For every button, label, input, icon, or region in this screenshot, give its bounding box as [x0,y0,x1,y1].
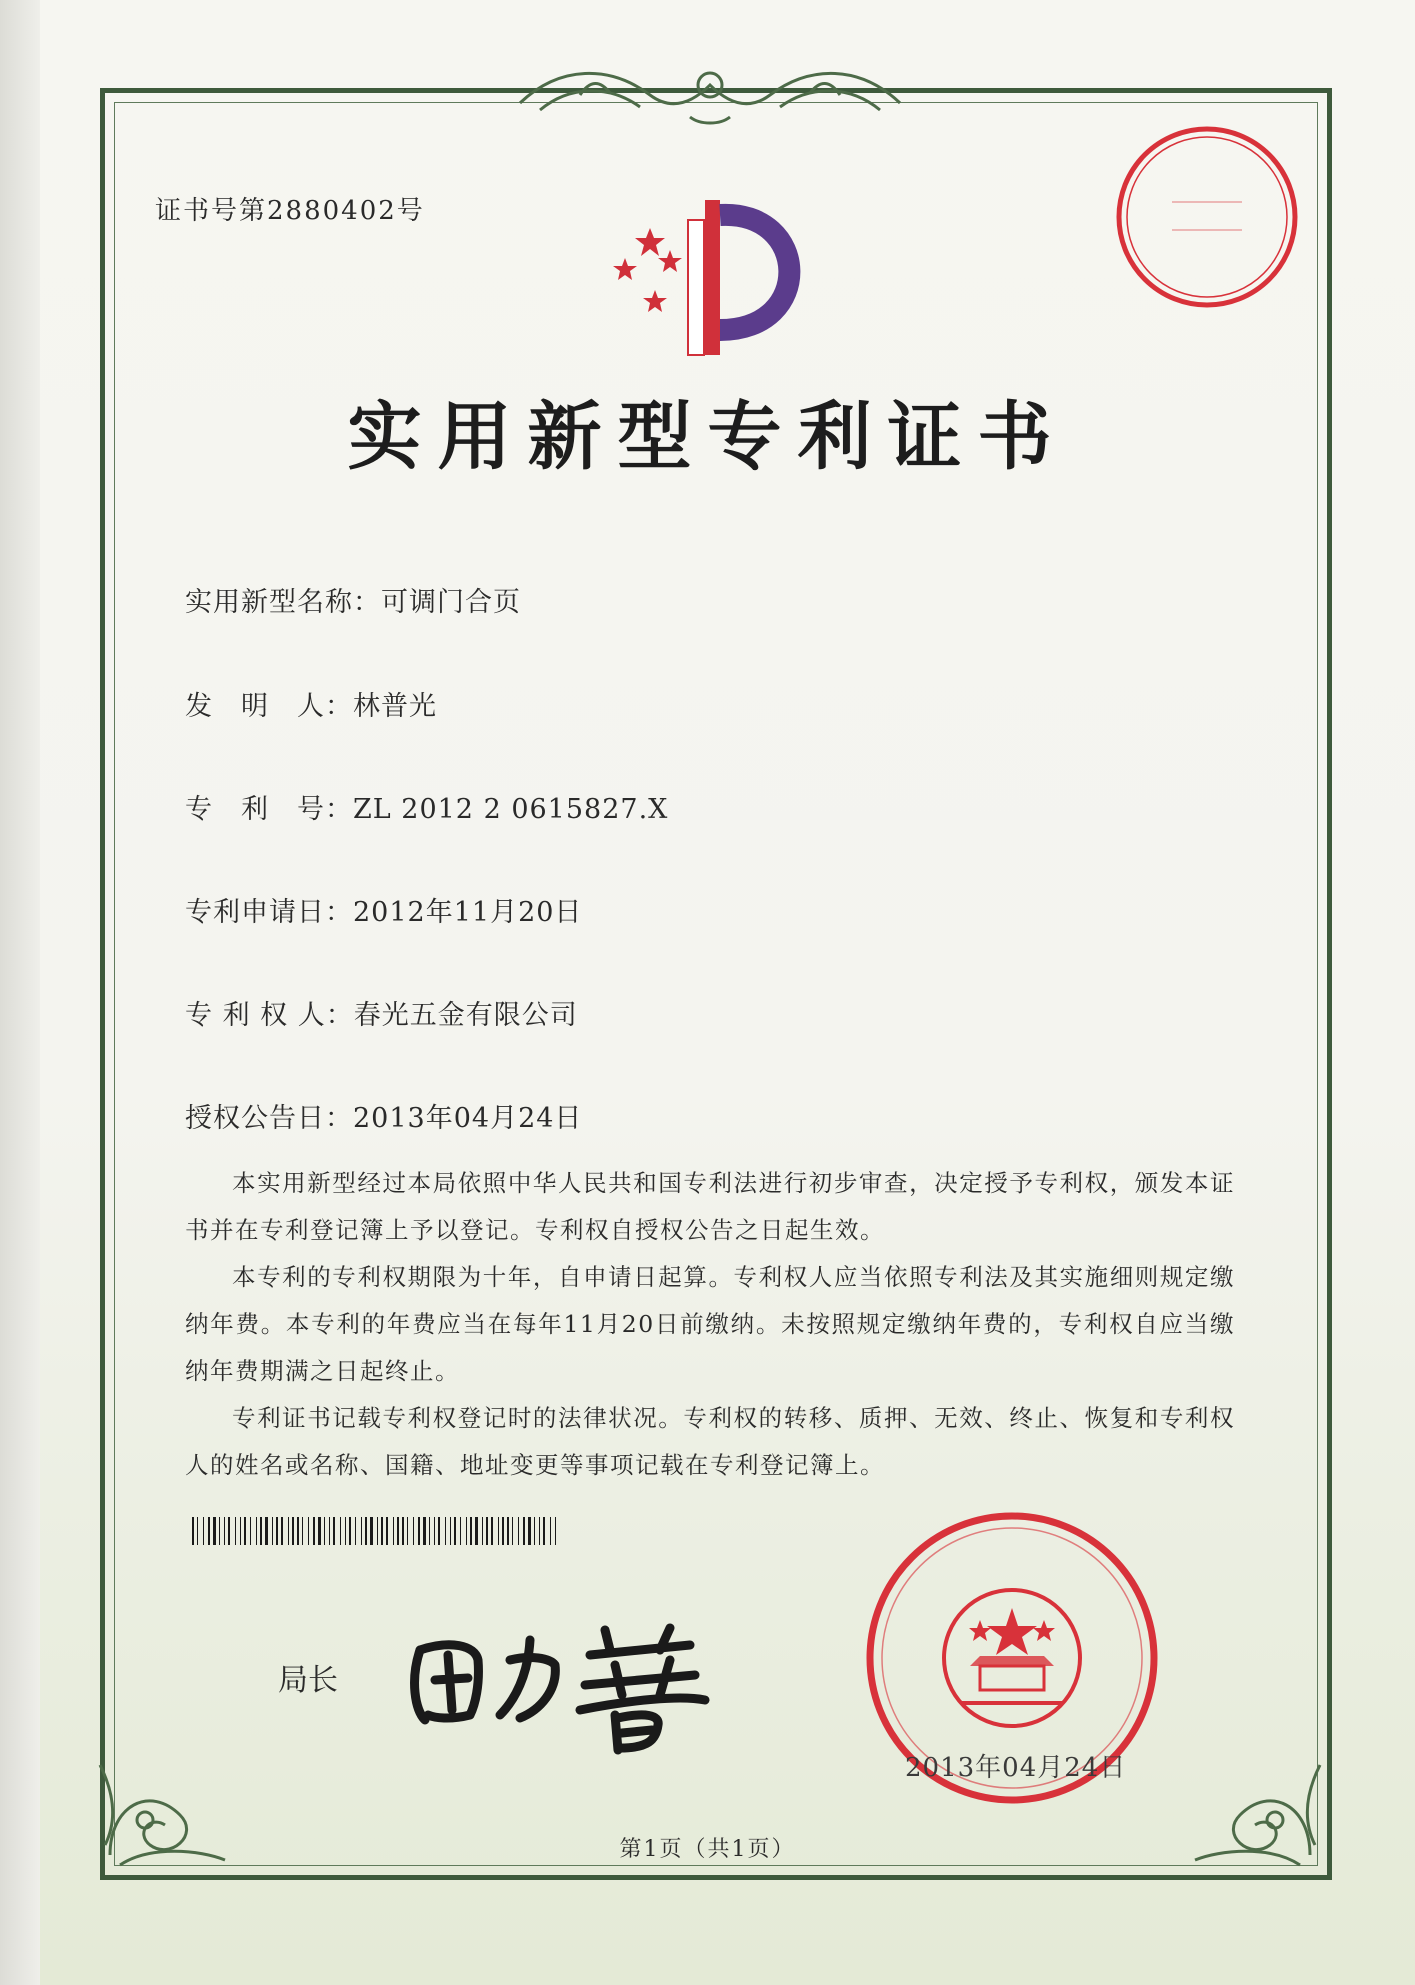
barcode-bar [393,1517,394,1545]
barcode-bar [555,1517,556,1545]
barcode-bar [460,1517,461,1545]
barcode-bar [308,1517,309,1545]
barcode-bar [272,1517,273,1545]
field-value: 可调门合页 [381,587,521,618]
barcode-bar [397,1517,399,1545]
barcode-bar [407,1517,408,1545]
director-title: 局长 [278,1663,338,1698]
barcode-bar [208,1517,210,1545]
body-paragraph: 本实用新型经过本局依照中华人民共和国专利法进行初步审查，决定授予专利权，颁发本证书并在专利登记簿上予以登记。专利权自授权公告之日起生效。 [185,1169,1235,1244]
barcode-bar [486,1517,488,1545]
field-separator: ： [325,1103,353,1134]
barcode-bar [197,1517,198,1545]
field-application-date [185,890,582,929]
barcode-bar [470,1517,472,1545]
barcode-bar [418,1517,420,1545]
field-patentee [185,993,578,1032]
barcode-bar [219,1517,220,1545]
barcode-bar [192,1517,194,1545]
barcode [192,1517,557,1545]
barcode-bar [528,1517,531,1545]
barcode-bar [276,1517,278,1545]
seal-date: 2013年04月24日 [905,1753,1127,1783]
field-utility-model-name [185,580,521,619]
page-number: 第1页（共1页） [619,1837,796,1862]
field-label: 专 利 权 人 [185,1000,326,1031]
field-patent-number [185,787,668,826]
sipo-logo-icon [600,190,820,360]
barcode-bar [534,1517,535,1545]
barcode-bar [329,1517,330,1545]
director-signature [390,1600,710,1760]
barcode-bar [370,1517,373,1545]
barcode-bar [491,1517,493,1545]
barcode-bar [244,1517,246,1545]
barcode-bar [213,1517,216,1545]
barcode-bar [502,1517,504,1545]
field-value: 2012年11月20日 [353,897,583,928]
barcode-bar [288,1517,289,1545]
barcode-bar [450,1517,451,1545]
body-paragraph: 专利证书记载专利权登记时的法律状况。专利权的转移、质押、无效、终止、恢复和专利权人的姓名或名称、国籍、地址变更等事项记载在专利登记簿上。 [185,1404,1235,1479]
barcode-bar [445,1517,446,1545]
barcode-bar [475,1517,478,1545]
field-value: ZL 2012 2 0615827.X [353,794,669,825]
field-label: 专利申请日 [185,897,325,928]
barcode-bar [302,1517,303,1545]
barcode-bar [318,1517,321,1545]
barcode-bar [250,1517,251,1545]
field-label: 专 利 号 [185,794,325,825]
field-separator: ： [325,897,353,928]
top-ornament-icon [500,55,920,135]
barcode-bar [228,1517,230,1545]
barcode-bar [550,1517,551,1545]
field-value: 2013年04月24日 [353,1103,583,1134]
barcode-bar [203,1517,204,1545]
barcode-bar [498,1517,499,1545]
barcode-bar [265,1517,268,1545]
body-paragraph: 本专利的专利权期限为十年，自申请日起算。专利权人应当依照专利法及其实施细则规定缴纳年费。本专利的年费应当在每年11月20日前缴纳。未按照规定缴纳年费的，专利权自应当缴纳年费期满之日起终止。 [185,1263,1235,1385]
barcode-bar [240,1517,241,1545]
barcode-bar [345,1517,346,1545]
tax-seal-icon [1112,122,1302,312]
barcode-bar [543,1517,545,1545]
barcode-bar [539,1517,540,1545]
field-label: 发 明 人 [185,691,325,722]
barcode-bar [292,1517,294,1545]
field-value: 春光五金有限公司 [353,1000,578,1031]
barcode-bar [507,1517,509,1545]
field-grant-date [185,1096,582,1135]
certificate-title: 实用新型专利证书 [347,394,1068,480]
barcode-bar [454,1517,456,1545]
barcode-bar [297,1517,299,1545]
barcode-bar [518,1517,519,1545]
barcode-bar [429,1517,430,1545]
field-value: 林普光 [353,691,437,722]
barcode-bar [361,1517,362,1545]
field-inventor [185,684,437,723]
barcode-bar [402,1517,404,1545]
barcode-bar [260,1517,262,1545]
field-separator: ： [325,794,353,825]
barcode-bar [349,1517,351,1545]
barcode-bar [324,1517,325,1545]
field-separator: ： [325,1000,354,1031]
barcode-bar [423,1517,426,1545]
binding-gutter [0,0,40,1985]
barcode-bar [523,1517,525,1545]
barcode-bar [377,1517,378,1545]
barcode-bar [235,1517,236,1545]
field-label: 实用新型名称 [185,587,353,618]
barcode-bar [224,1517,225,1545]
barcode-bar [281,1517,283,1545]
barcode-bar [512,1517,513,1545]
barcode-bar [355,1517,356,1545]
barcode-bar [333,1517,335,1545]
certificate-body [185,1160,1235,1489]
barcode-bar [413,1517,414,1545]
barcode-bar [313,1517,315,1545]
barcode-bar [434,1517,435,1545]
field-separator: ： [353,587,381,618]
barcode-bar [438,1517,440,1545]
field-label: 授权公告日 [185,1103,325,1134]
barcode-bar [340,1517,341,1545]
barcode-bar [482,1517,483,1545]
barcode-bar [386,1517,388,1545]
certificate-number: 证书号第2880402号 [155,196,425,226]
field-separator: ： [325,691,353,722]
barcode-bar [365,1517,367,1545]
barcode-bar [381,1517,383,1545]
barcode-bar [256,1517,257,1545]
barcode-bar [466,1517,467,1545]
